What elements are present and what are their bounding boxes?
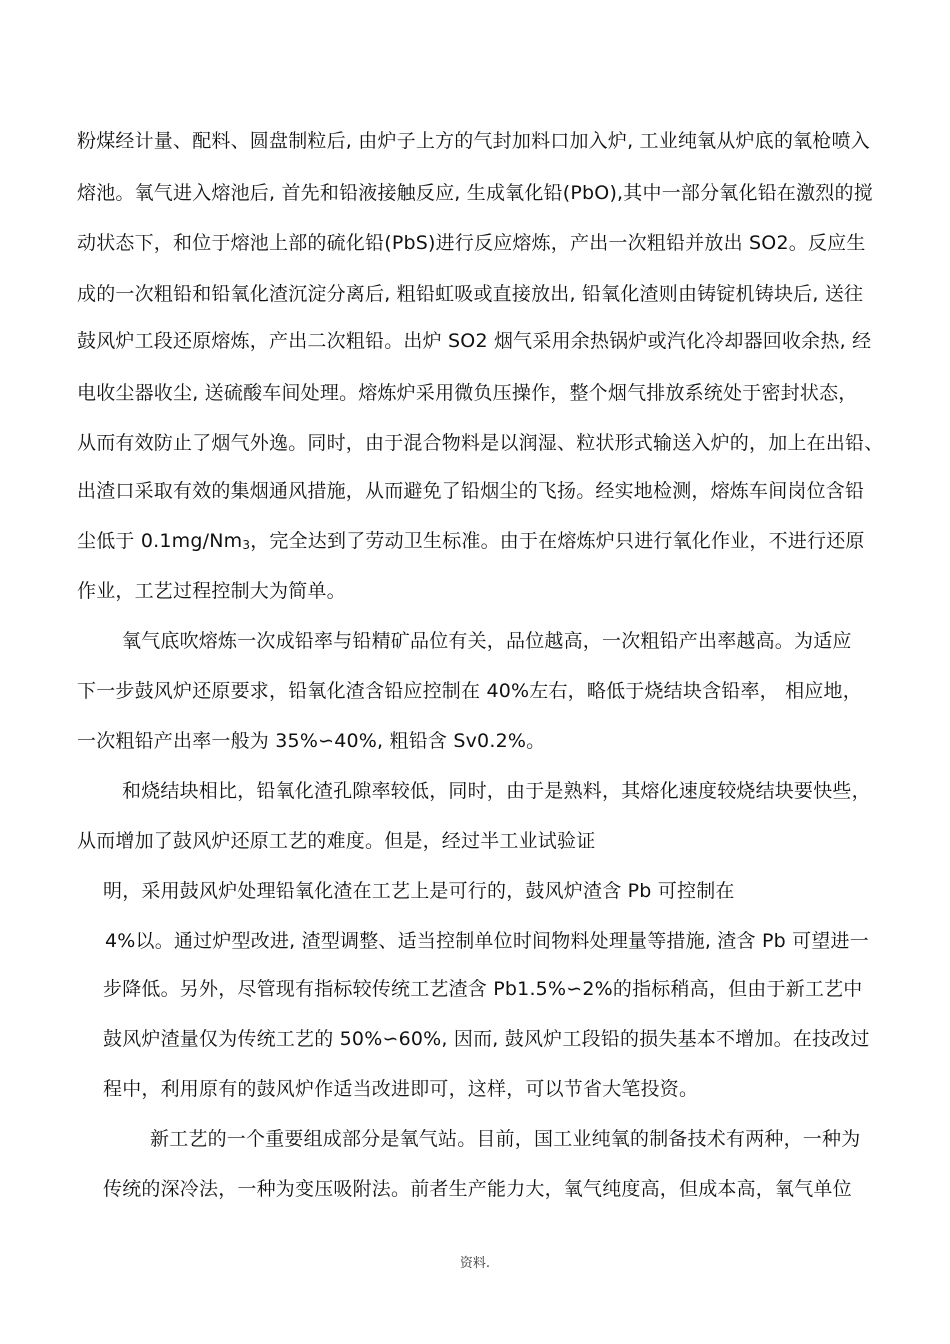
text-line-with-unit <box>77 528 865 558</box>
text-line: 一次粗铅产出率一般为 35%∽40%, 粗铅含 Sv0.2%。 <box>77 730 546 752</box>
text-line: 程中，利用原有的鼓风炉作适当改进即可，这样，可以节省大笔投资。 <box>103 1078 699 1100</box>
text-line: 电收尘器收尘, 送硫酸车间处理。熔炼炉采用微负压操作，整个烟气排放系统处于密封状态， <box>77 382 858 404</box>
text-segment: ，完全达到了劳动卫生标准。由于在熔炼炉只进行氧化作业，不进行还原 <box>250 530 865 552</box>
text-line: 粉煤经计量、配料、圆盘制粒后, 由炉子上方的气封加料口加入炉, 工业纯氧从炉底的氧枪喷入 <box>77 130 870 152</box>
text-line: 熔池。氧气进入熔池后, 首先和铅液接触反应, 生成氧化铅(PbO),其中一部分氧化铅在激烈的搅 <box>77 182 873 204</box>
text-line: 传统的深冷法，一种为变压吸附法。前者生产能力大，氧气纯度高，但成本高，氧气单位 <box>103 1178 852 1200</box>
text-line: 明，采用鼓风炉处理铅氧化渣在工艺上是可行的，鼓风炉渣含 Pb 可控制在 <box>103 880 735 902</box>
text-line: 从而有效防止了烟气外逸。同时，由于混合物料是以润湿、粒状形式输送入炉的，加上在出铅、 <box>77 432 884 454</box>
paragraph-start: 氧气底吹熔炼一次成铅率与铅精矿品位有关，品位越高，一次粗铅产出率越高。为适应 <box>122 630 852 652</box>
text-line: 出渣口采取有效的集烟通风措施，从而避免了铅烟尘的飞扬。经实地检测，熔炼车间岗位含铅 <box>77 480 865 502</box>
text-line: 作业，工艺过程控制大为简单。 <box>77 580 346 602</box>
text-line: 下一步鼓风炉还原要求，铅氧化渣含铅应控制在 40%左右，略低于烧结块含铅率， 相应地， <box>77 680 862 702</box>
text-line: 鼓风炉工段还原熔炼，产出二次粗铅。出炉 SO2 烟气采用余热锅炉或汽化冷却器回收余热, 经 <box>77 330 872 352</box>
text-line: 动状态下，和位于熔池上部的硫化铅(PbS)进行反应熔炼，产出一次粗铅并放出 SO2。反应生 <box>77 232 866 254</box>
paragraph-start: 新工艺的一个重要组成部分是氧气站。目前，国工业纯氧的制备技术有两种，一种为 <box>150 1128 861 1150</box>
text-segment: 尘低于 0.1mg/Nm <box>77 530 243 552</box>
paragraph-start: 和烧结块相比，铅氧化渣孔隙率较低，同时，由于是熟料，其熔化速度较烧结块要快些， <box>122 780 871 802</box>
unit-subscript: 3 <box>242 538 251 552</box>
text-line: 从而增加了鼓风炉还原工艺的难度。但是，经过半工业试验证 <box>77 830 596 852</box>
page-footer: 资料. <box>459 1256 491 1271</box>
text-line: 鼓风炉渣量仅为传统工艺的 50%∽60%, 因而, 鼓风炉工段铅的损失基本不增加。在技改过 <box>103 1028 870 1050</box>
text-line: 4%以。通过炉型改进, 渣型调整、适当控制单位时间物料处理量等措施, 渣含 Pb 可望进一 <box>105 930 869 952</box>
text-line: 步降低。另外，尽管现有指标较传统工艺渣含 Pb1.5%∽2%的指标稍高，但由于新工艺中 <box>103 978 863 1000</box>
text-line: 成的一次粗铅和铅氧化渣沉淀分离后, 粗铅虹吸或直接放出, 铅氧化渣则由铸锭机铸块后, 送往 <box>77 283 864 305</box>
